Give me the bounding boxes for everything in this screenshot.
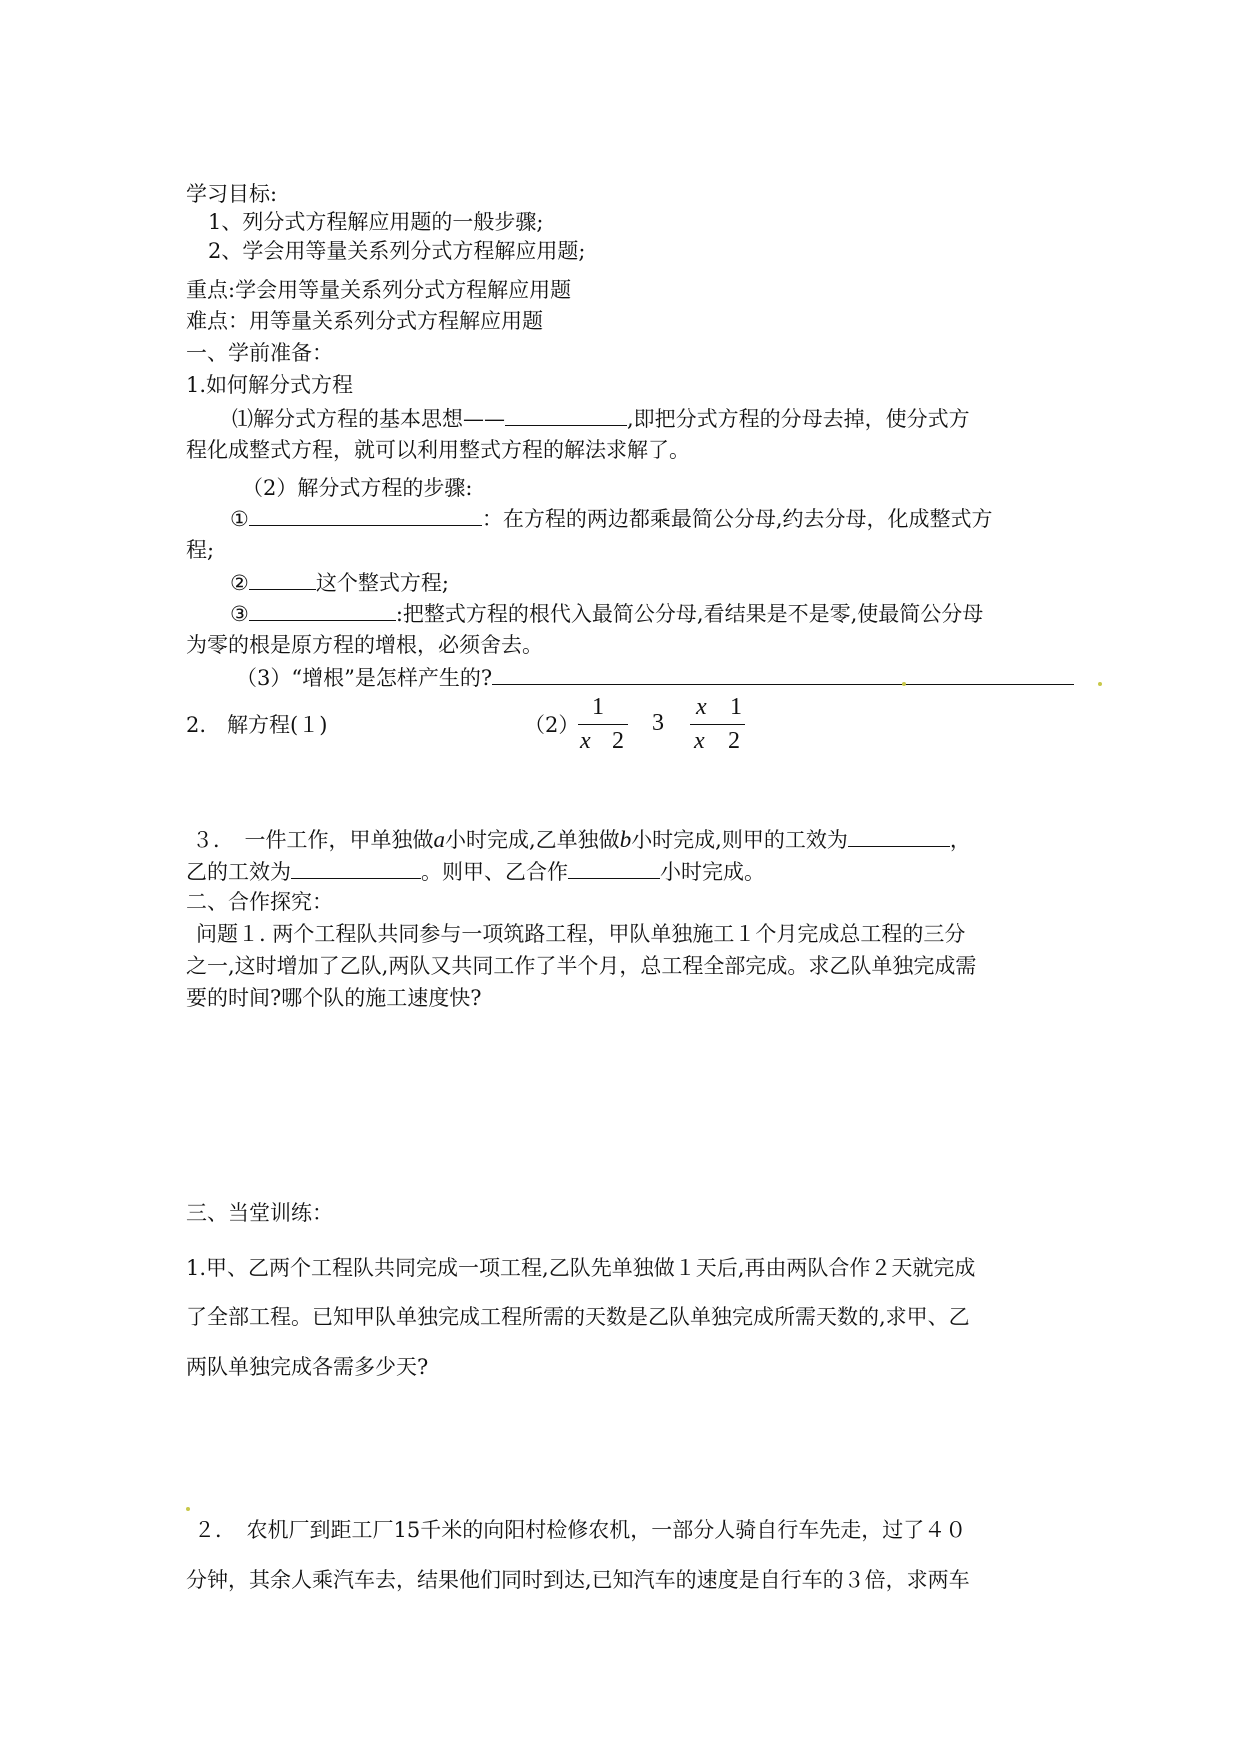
work-rate-a-blank[interactable] <box>848 826 950 847</box>
question-3-line-2 <box>186 858 765 885</box>
scan-speck <box>1098 682 1102 686</box>
step-1-marker: ① <box>230 507 249 531</box>
step-1-line <box>230 505 993 532</box>
step-1-text: ：在方程的两边都乘最简公分母,约去分母，化成整式方 <box>481 507 993 531</box>
question-3-text-g: 小时完成。 <box>660 860 765 884</box>
step-3-marker: ③ <box>230 602 249 626</box>
question-2-label: 2. 解方程(１) <box>186 713 328 737</box>
fraction-2-denominator-x: x <box>694 728 705 754</box>
training-1-line-2: 了全部工程。已知甲队单独完成工程所需的天数是乙队单独完成所需天数的,求甲、乙 <box>186 1305 970 1329</box>
fraction-2-bar <box>690 724 745 725</box>
fraction-1-denominator-2: 2 <box>612 728 624 754</box>
step-2-line <box>230 569 449 596</box>
part-3-blank[interactable] <box>492 664 1074 685</box>
part-1-text-b: ,即把分式方程的分母去掉，使分式方 <box>627 407 970 431</box>
scan-speck <box>902 682 906 686</box>
difficulty: 难点：用等量关系列分式方程解应用题 <box>186 309 543 333</box>
part-3-text: （3）“增根”是怎样产生的? <box>236 666 493 690</box>
key-point: 重点:学会用等量关系列分式方程解应用题 <box>186 278 572 302</box>
question-3-line-1 <box>192 826 971 853</box>
work-rate-b-blank[interactable] <box>291 858 421 879</box>
fraction-2-denominator-2: 2 <box>728 728 740 754</box>
fraction-2-numerator-1: 1 <box>730 694 742 720</box>
fraction-1-bar <box>578 724 628 725</box>
step-1-blank[interactable] <box>249 505 482 526</box>
fraction-1-denominator-x: x <box>580 728 591 754</box>
section-3-heading: 三、当堂训练： <box>186 1201 333 1225</box>
equation-middle-term: 3 <box>652 710 664 736</box>
question-3-text-c: 小时完成,则甲的工效为 <box>631 828 848 852</box>
step-2-blank[interactable] <box>249 569 316 590</box>
part-1-text-a: ⑴解分式方程的基本思想—— <box>232 407 505 431</box>
section-2-heading: 二、合作探究： <box>186 890 333 914</box>
goal-2: 2、学会用等量关系列分式方程解应用题; <box>208 239 586 263</box>
section-1-heading: 一、学前准备： <box>186 341 333 365</box>
part-3-line <box>236 664 1074 691</box>
training-1-line-1: 1.甲、乙两个工程队共同完成一项工程,乙队先单独做１天后,再由两队合作２天就完成 <box>186 1256 976 1280</box>
question-2-part-2-label: （2） <box>524 713 580 737</box>
training-1-line-3: 两队单独完成各需多少天? <box>186 1355 429 1379</box>
goals-title: 学习目标: <box>186 182 278 206</box>
training-2-line-1: ２． 农机厂到距工厂15千米的向阳村检修农机，一部分人骑自行车先走，过了４０ <box>194 1518 967 1542</box>
scan-speck <box>186 1507 190 1511</box>
question-3-text-d: ， <box>949 828 971 852</box>
fraction-2-numerator-x: x <box>696 694 707 720</box>
part-1-continued: 程化成整式方程，就可以利用整式方程的解法求解了。 <box>186 438 690 462</box>
part-1-line <box>232 405 970 432</box>
problem-1-line-3: 要的时间?哪个队的施工速度快? <box>186 986 482 1010</box>
question-3-text-e: 乙的工效为 <box>186 860 291 884</box>
step-2-marker: ② <box>230 571 249 595</box>
variable-b: b <box>619 827 632 852</box>
step-3-text: :把整式方程的根代入最简公分母,看结果是不是零,使最简公分母 <box>395 602 984 626</box>
problem-1-line-1: 问题１. 两个工程队共同参与一项筑路工程，甲队单独施工１个月完成总工程的三分 <box>196 922 966 946</box>
step-2-text: 这个整式方程; <box>315 571 449 595</box>
problem-1-line-2: 之一,这时增加了乙队,两队又共同工作了半个月，总工程全部完成。求乙队单独完成需 <box>186 954 977 978</box>
answer-blank[interactable] <box>505 405 627 426</box>
combined-time-blank[interactable] <box>568 858 660 879</box>
goal-1: 1、列分式方程解应用题的一般步骤; <box>208 210 544 234</box>
step-1-continued: 程; <box>186 538 215 562</box>
part-2-title: （2）解分式方程的步骤: <box>242 476 473 500</box>
training-2-line-2: 分钟，其余人乘汽车去，结果他们同时到达,已知汽车的速度是自行车的３倍，求两车 <box>186 1568 970 1592</box>
question-3-text-a: ３． 一件工作，甲单独做 <box>192 828 434 852</box>
step-3-blank[interactable] <box>249 600 396 621</box>
step-3-line <box>230 600 983 627</box>
question-1-title: 1.如何解分式方程 <box>186 373 354 397</box>
step-3-continued: 为零的根是原方程的增根，必须舍去。 <box>186 633 543 657</box>
fraction-1-numerator: 1 <box>592 694 604 720</box>
question-3-text-f: 。则甲、乙合作 <box>421 860 568 884</box>
question-3-text-b: 小时完成,乙单独做 <box>445 828 620 852</box>
variable-a: a <box>433 827 445 852</box>
